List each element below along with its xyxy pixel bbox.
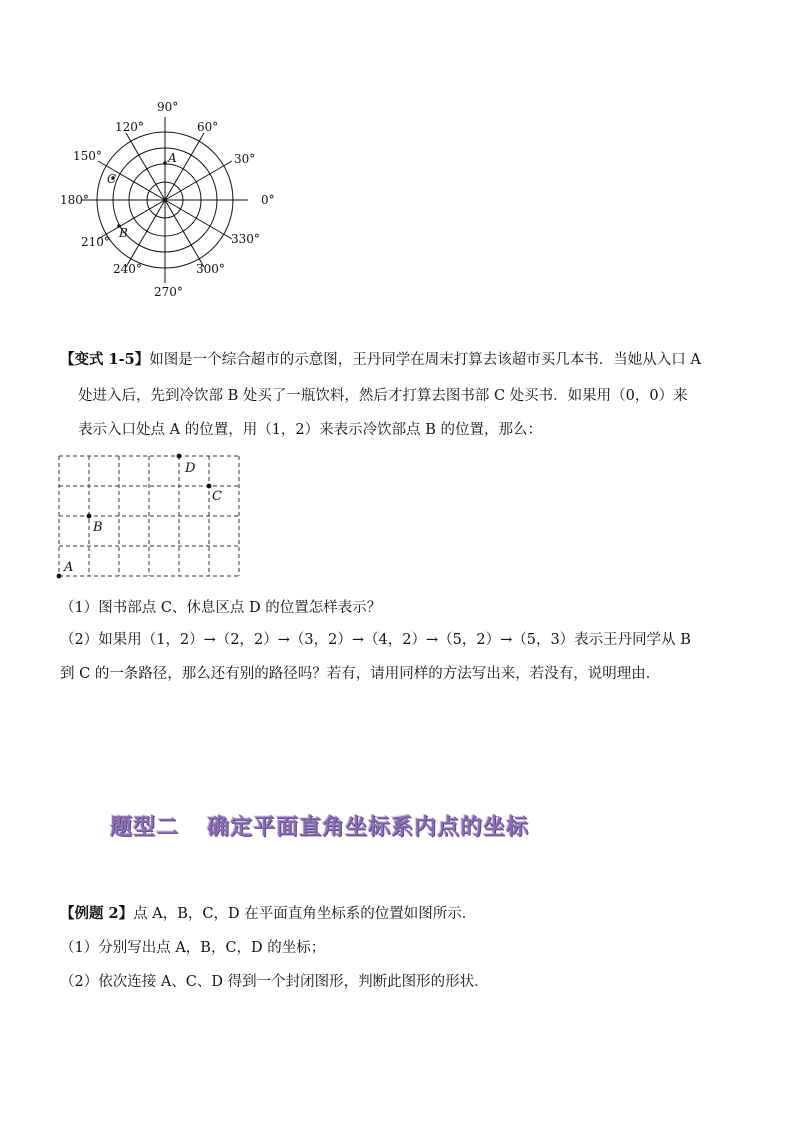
angle-label-0: 0° [261, 193, 275, 207]
polar-point-a [163, 161, 167, 165]
polar-label-b: B [119, 226, 128, 240]
angle-label-210: 210° [81, 235, 110, 249]
example-question-1: （1）分别写出点 A，B，C，D 的坐标； [60, 940, 326, 956]
grid-label-b: B [93, 520, 103, 535]
section-heading [110, 810, 529, 841]
polar-diagram [55, 95, 285, 310]
angle-label-300: 300° [196, 262, 225, 276]
example-tag: 【例题 2】 [60, 905, 134, 922]
angle-label-90: 90° [157, 100, 179, 114]
variant-line-1-text: 如图是一个综合超市的示意图，王丹同学在周末打算去该超市买几本书．当她从入口 A [149, 352, 701, 368]
angle-label-270: 270° [154, 285, 183, 299]
section-number: 题型二 [110, 815, 180, 840]
grid-label-a: A [64, 560, 74, 575]
variant-tag: 【变式 1-5】 [60, 351, 150, 368]
question-2-line-2: 到 C 的一条路径，那么还有别的路径吗？若有，请用同样的方法写出来，若没有，说明理由． [60, 666, 661, 682]
angle-label-180: 180° [60, 193, 89, 207]
grid-label-d: D [185, 461, 196, 476]
grid-point-d [177, 454, 182, 459]
question-2-line-1: （2）如果用（1，2）→（2，2）→（3，2）→（4，2）→（5，2）→（5，3）表示王丹同学从 B [60, 632, 691, 648]
grid-lines [59, 456, 239, 576]
angle-label-330: 330° [231, 232, 260, 246]
grid-point-a [57, 574, 62, 579]
example-line-1-text: 点 A，B，C，D 在平面直角坐标系的位置如图所示． [133, 906, 477, 922]
section-title: 确定平面直角坐标系内点的坐标 [207, 815, 530, 840]
example-line-1 [60, 904, 476, 924]
polar-label-c: C [107, 172, 117, 186]
question-1: （1）图书部点 C、休息区点 D 的位置怎样表示？ [60, 600, 382, 616]
angle-label-240: 240° [113, 262, 142, 276]
variant-line-2: 处进入后，先到冷饮部 B 处买了一瓶饮料，然后才打算去图书部 C 处买书．如果用（0，0）来 [78, 388, 688, 404]
angle-label-120: 120° [115, 120, 144, 134]
variant-line-3: 表示入口处点 A 的位置，用（1，2）来表示冷饮部点 B 的位置，那么： [78, 422, 543, 438]
grid-diagram [55, 452, 255, 582]
angle-label-30: 30° [234, 152, 256, 166]
polar-label-a: A [168, 151, 177, 165]
example-question-2: （2）依次连接 A、C、D 得到一个封闭图形，判断此图形的形状． [60, 974, 489, 990]
variant-line-1 [60, 350, 701, 370]
angle-label-150: 150° [73, 149, 102, 163]
angle-label-60: 60° [197, 120, 219, 134]
grid-point-c [207, 484, 212, 489]
polar-rays [82, 117, 248, 283]
grid-point-b [87, 514, 92, 519]
grid-label-c: C [212, 489, 222, 504]
